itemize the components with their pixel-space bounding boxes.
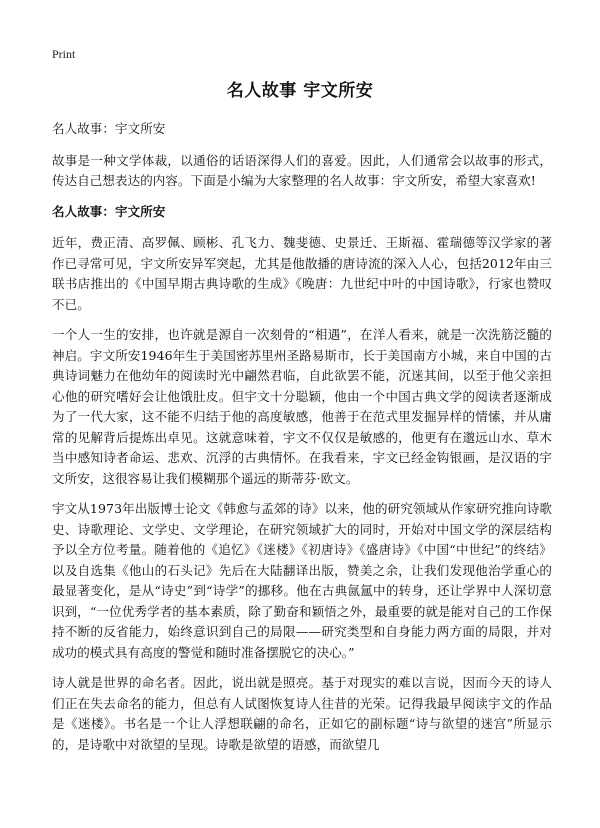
- print-link[interactable]: Print: [52, 47, 76, 61]
- body-paragraph-2: 一个人一生的安排，也许就是源自一次刻骨的“相遇”，在洋人看来，就是一次洗筋泛髓的神启。宇文所安1946年生于美国密苏里州圣路易斯市，长于美国南方小城，来自中国的古典诗词魅力在他幼年的阅读时光中翩然君临，自此欲罢不能，沉迷其间，以至于他父亲担心他的研究嗜好会让他饿肚皮。但宇文十分聪颖，他由一个中国古典文学的阅读者逐渐成为了一代大家，这不能不归结于他的高度敏感，他善于在范式里发掘异样的情愫，并从庸常的见解背后提炼出卓见。这就意味着，宇文不仅仅是敏感的，他更有在邈远山水、草木当中感知诗者命运、悲欢、沉浮的古典情怀。在我看来，宇文已经金钩银画，是汉语的宇文所安，这很容易让我们模糊那个遥远的斯蒂芬·欧文。: [52, 327, 552, 486]
- intro-paragraph: 故事是一种文学体裁，以通俗的话语深得人们的喜爱。因此，人们通常会以故事的形式，传达自己想表达的内容。下面是小编为大家整理的名人故事：宇文所安，希望大家喜欢!: [52, 152, 552, 188]
- page-title: 名人故事 宇文所安: [226, 81, 374, 101]
- body-paragraph-3: 宇文从1973年出版博士论文《韩愈与孟郊的诗》以来，他的研究领域从作家研究推向诗歌史、诗歌理论、文学史、文学理论，在研究领域扩大的同时，开始对中国文学的深层结构予以全方位考量。随着他的《追忆》《迷楼》《初唐诗》《盛唐诗》《中国“中世纪”的终结》以及自选集《他山的石头记》先后在大陆翻译出版，赞美之余，让我们发现他治学重心的最显著变化，是从“诗史”到“诗学”的挪移。他在古典氤氲中的转身，还让学界中人深切意识到，“一位优秀学者的基本素质，除了勤奋和颖悟之外，最重要的就是能对自己的工作保持不断的反省能力，始终意识到自己的局限——研究类型和自身能力两方面的局限，并对成功的模式具有高度的警觉和随时准备摆脱它的决心。”: [52, 501, 552, 660]
- article-body: [52, 119, 552, 765]
- article-subtitle: 名人故事：宇文所安: [52, 121, 166, 136]
- section-heading: 名人故事：宇文所安: [52, 203, 166, 219]
- body-paragraph-1: 近年，费正清、高罗佩、顾彬、孔飞力、魏斐德、史景迁、王斯福、霍瑞德等汉学家的著作已寻常可见，宇文所安异军突起，尤其是他散播的唐诗流的深入人心，包括2012年由三联书店推出的《中国早期古典诗歌的生成》《晚唐：九世纪中叶的中国诗歌》，行家也赞叹不已。: [52, 235, 552, 312]
- body-paragraph-4: 诗人就是世界的命名者。因此，说出就是照亮。基于对现实的难以言说，因而今天的诗人们正在失去命名的能力，但总有人试图恢复诗人往昔的光荣。记得我最早阅读宇文的作品是《迷楼》。书名是一个让人浮想联翩的命名，正如它的副标题“诗与欲望的迷宫”所显示的，是诗歌中对欲望的呈现。诗歌是欲望的语感，而欲望几: [52, 675, 552, 752]
